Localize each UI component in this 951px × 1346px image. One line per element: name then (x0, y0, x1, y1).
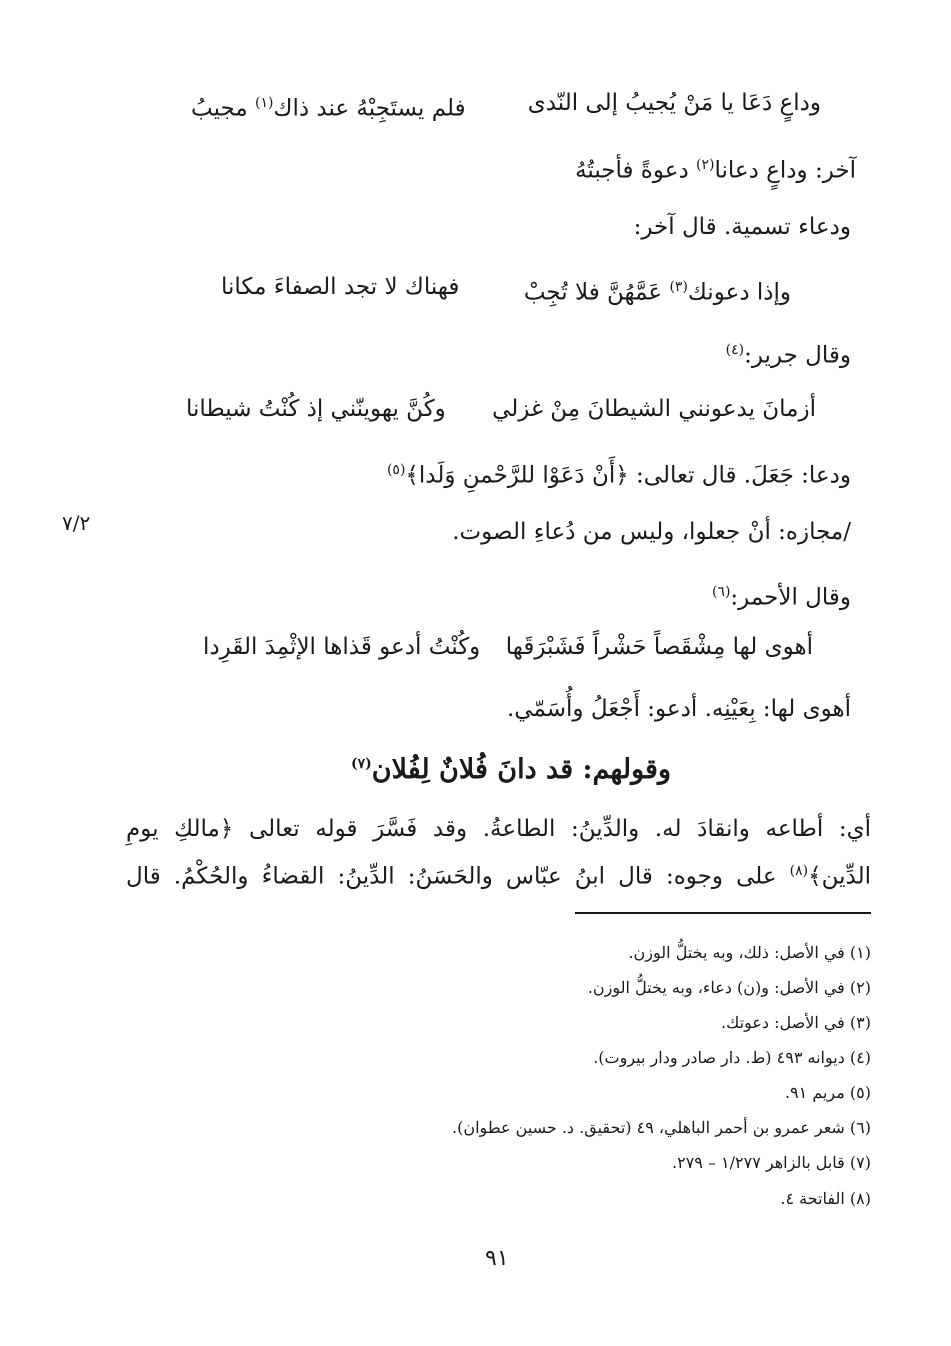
footnote-7: (٧) قابل بالزاهر ١/٢٧٧ – ٢٧٩. (672, 1153, 871, 1172)
footnote-separator (575, 912, 871, 914)
margin-reference: ٧/٢ (62, 511, 91, 535)
verse-1-hemistich-2: فلم يستَجِبْهُ عند ذاك$^{(١)}$ مجيبُ (191, 95, 466, 122)
footnote-1: (١) في الأصل: ذلك، وبه يختلُّ الوزن. (628, 943, 871, 962)
footnote-2: (٢) في الأصل: و(ن) دعاء، وبه يختلُّ الوزن. (587, 978, 871, 997)
footnote-ref-5[interactable]: (٥) (386, 462, 406, 478)
verse-6-hemistich-1: أزمانَ يدعونني الشيطانَ مِنْ غزلي (492, 396, 816, 422)
footnote-ref-8[interactable]: (٨) (789, 863, 809, 879)
footnote-ref-6[interactable]: (٦) (711, 584, 731, 600)
verse-line-6 (186, 392, 816, 426)
footnote-4: (٤) ديوانه ٤٩٣ (ط. دار صادر ودار بيروت). (593, 1048, 871, 1067)
footnote-ref-2[interactable]: (٢) (696, 157, 715, 173)
text-line-7: ودعا: جَعَلَ. قال تعالى: ﴿أَنْ دَعَوْا للرَّحْمنِ وَلَدا﴾$^{(٥)}$ (386, 462, 851, 489)
text-line-11: أهوى لها: بِعَيْنِه. أدعو: أَجْعَلُ وأُسَمّي. (506, 696, 851, 722)
footnote-ref-3[interactable]: (٣) (669, 279, 688, 295)
paragraph-line-2: الدِّين﴾$^{(٨)}$ على وجوه: قال ابنُ عبّاس والحَسَنُ: الدِّينُ: القضاءُ والحُكْمُ. قال (126, 863, 871, 890)
footnote-8: (٨) الفاتحة ٤. (780, 1189, 871, 1208)
footnote-3: (٣) في الأصل: دعوتك. (721, 1013, 871, 1032)
verse-line-4 (221, 270, 791, 304)
text-line-9: وقال الأحمر:$^{(٦)}$ (711, 584, 851, 611)
text-line-8: /مجازه: أنْ جعلوا، وليس من دُعاءِ الصوت. (452, 519, 851, 545)
text-line-5: وقال جرير:$^{(٤)}$ (725, 342, 851, 369)
footnote-6: (٦) شعر عمرو بن أحمر الباهلي، ٤٩ (تحقيق. د. حسين عطوان). (452, 1118, 871, 1137)
verse-4-hemistich-2: فهناك لا تجد الصفاءَ مكانا (221, 274, 460, 300)
verse-4-hemistich-1: وإذا دعونك$^{(٣)}$ عَمَّهُنَّ فلا تُجِبْ (523, 279, 791, 306)
verse-10-hemistich-1: أهوى لها مِشْقَصاً حَشْراً فَشَبْرَقَها (505, 634, 813, 660)
text-line-3: ودعاء تسمية. قال آخر: (633, 214, 851, 240)
verse-10-hemistich-2: وكُنْتُ أدعو قَذاها الإثْمِدَ القَرِدا (203, 634, 481, 660)
footnote-5: (٥) مريم ٩١. (784, 1083, 871, 1102)
footnote-ref-1[interactable]: (١) (255, 95, 274, 111)
footnote-ref-4[interactable]: (٤) (725, 342, 745, 358)
section-heading: وقولهم: قد دانَ فُلانٌ لِفُلان$^{(٧)}$ (351, 754, 671, 785)
verse-line-1 (191, 86, 821, 120)
paragraph-line-1: أي: أطاعه وانقادَ له. والدِّينُ: الطاعةُ. وقد فَسَّرَ قوله تعالى ﴿مالكِ يومِ (126, 816, 871, 842)
verse-6-hemistich-2: وكُنَّ يهوينّني إذ كُنْتُ شيطانا (186, 396, 446, 422)
verse-1-hemistich-1: وداعٍ دَعَا يا مَنْ يُجيبُ إلى النّدى (527, 90, 821, 116)
page-number: ٩١ (485, 1246, 509, 1271)
verse-line-10 (203, 630, 813, 664)
footnote-ref-7[interactable]: (٧) (351, 756, 372, 772)
text-line-2: آخر: وداعٍ دعانا$^{(٢)}$ دعوةً فأجبتُهُ (575, 157, 856, 184)
